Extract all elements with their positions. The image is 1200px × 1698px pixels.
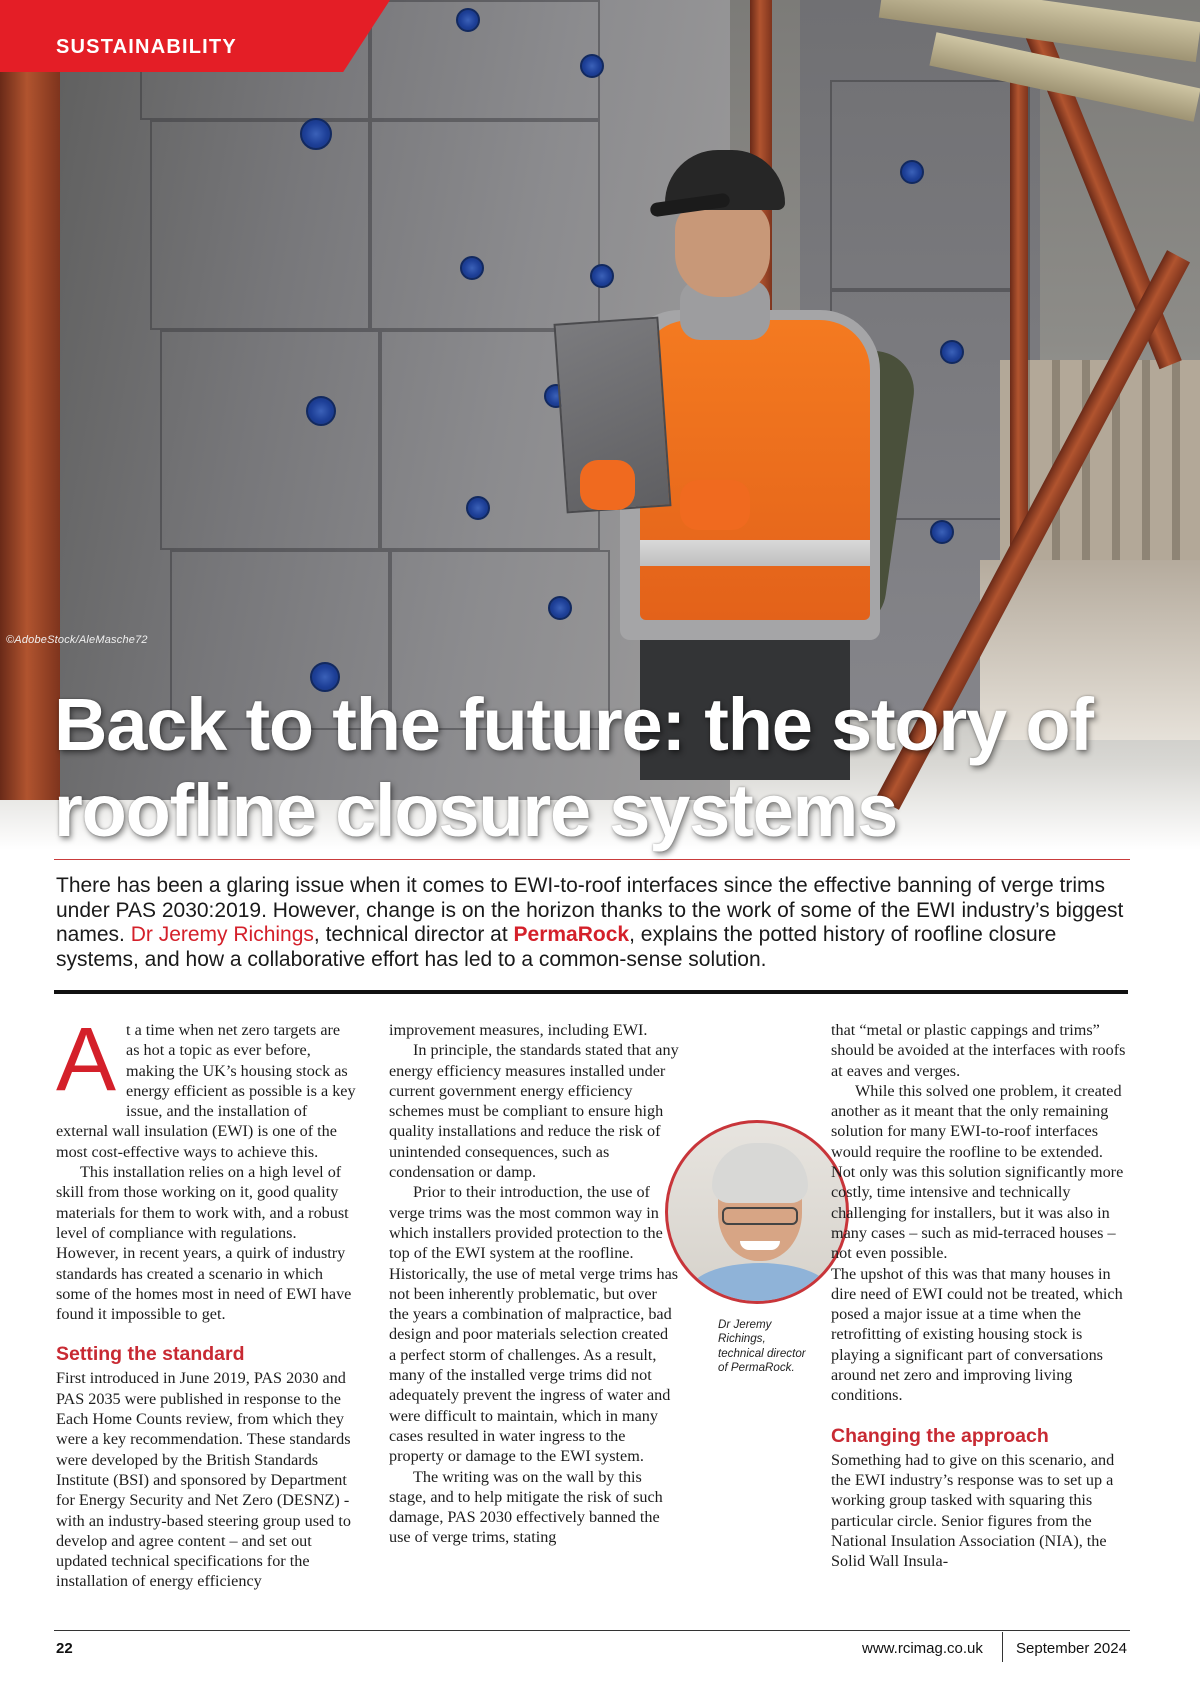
footer-rule: [54, 1630, 1130, 1631]
scaffold-pole: [0, 60, 60, 800]
body-paragraph: that “metal or plastic cappings and trims” should be avoided at the interfaces with roofs at eaves and verges.: [831, 1021, 1126, 1080]
insulation-plug: [466, 496, 490, 520]
insulation-slab: [150, 120, 370, 330]
worker-glove: [580, 460, 635, 510]
insulation-plug: [456, 8, 480, 32]
hi-vis-stripe: [640, 540, 870, 566]
insulation-plug: [580, 54, 604, 78]
subhead-changing-the-approach: Changing the approach: [831, 1424, 1049, 1447]
body-paragraph: Prior to their introduction, the use of verge trims was the most common way in which installers provided protection to the top of the EWI system at the roofline. Historically, the use of metal verge trims has not been inherently problematic, but over the years a combination of malpractice, bad design and poor materials selection created a perfect storm of challenges. As a result, many of the installed verge trims did not adequately prevent the ingress of water and were difficult to maintain, which in many cases resulted in water ingress to the property or damage to the EWI system.: [389, 1183, 679, 1466]
article-headline: Back to the future: the story of roofline closure systems: [54, 683, 1093, 852]
divider-red: [54, 859, 1130, 860]
insulation-plug: [940, 340, 964, 364]
body-paragraph: [56, 1010, 356, 1162]
standfirst-text-3: , explains the potted history of roofline closure systems, and how a collaborative effort has led to a common-sense solution.: [56, 923, 1057, 971]
worker-glove: [680, 480, 750, 530]
body-column-3: [831, 1020, 1131, 1571]
subhead-setting-the-standard: Setting the standard: [56, 1343, 245, 1366]
page-number: 22: [56, 1640, 73, 1657]
drop-cap: A: [56, 1010, 117, 1110]
worker-face: [675, 202, 770, 297]
section-label: SUSTAINABILITY: [56, 36, 237, 58]
standfirst-company: PermaRock: [513, 923, 630, 946]
paragraph-text: t a time when net zero targets are as hot a topic as ever before, making the UK’s housing stock as energy efficient as possible is a key issue, and the installation of external wall insulation (EWI) is one of the most cost-effective ways to achieve this.: [56, 1021, 356, 1161]
insulation-plug: [930, 520, 954, 544]
body-column-2: [389, 1020, 679, 1548]
body-paragraph: The upshot of this was that many houses in dire need of EWI could not be treated, which posed a major issue at a time when the retrofitting of existing housing stock is playing a significant part of conversations around net zero and improving living conditions.: [831, 1264, 1123, 1405]
standfirst-author: Dr Jeremy Richings: [130, 923, 314, 946]
portrait-smile: [740, 1241, 780, 1250]
insulation-slab: [370, 0, 600, 120]
divider-black: [54, 990, 1128, 994]
photo-credit: ©AdobeStock/AleMasche72: [6, 634, 148, 646]
portrait-glasses: [722, 1207, 798, 1225]
footer-website-link[interactable]: www.rcimag.co.uk: [862, 1640, 983, 1657]
body-column-1: [56, 1010, 356, 1592]
author-portrait: [665, 1120, 849, 1304]
body-paragraph: In principle, the standards stated that any energy efficiency measures installed under current government energy efficiency schemes must be compliant to ensure high quality installations and reduce the risk of unintended consequences, such as condensation or damp.: [389, 1041, 679, 1182]
body-paragraph: Something had to give on this scenario, and the EWI industry’s response was to set up a working group tasked with squaring this particular circle. Senior figures from the National Insulation Association (NIA), the Solid Wall Insula-: [831, 1450, 1115, 1571]
scaffold-pole: [1010, 80, 1028, 560]
worker-figure: [560, 150, 920, 770]
insulation-plug: [300, 118, 332, 150]
standfirst-text-1: There has been a glaring issue when it comes to EWI-to-roof interfaces since the effective banning of verge trims under PAS 2030:2019. However, change is on the horizon thanks to the work of some of the EWI industry’s biggest names.: [56, 874, 1124, 946]
body-paragraph: First introduced in June 2019, PAS 2030 and PAS 2035 were published in response to the Each Home Counts review, from which they were a key recommendation. These standards were developed by the British Standards Institute (BSI) and sponsored by Department for Energy Security and Net Zero (DESNZ) - with an industry-based steering group used to develop and agree content – and set out updated technical specifications for the installation of energy efficiency: [56, 1369, 351, 1591]
portrait-hair: [712, 1143, 808, 1203]
body-paragraph: The writing was on the wall by this stage, and to help mitigate the risk of such damage, PAS 2030 effectively banned the use of verge trims, stating: [389, 1467, 663, 1547]
body-paragraph: improvement measures, including EWI.: [389, 1021, 648, 1039]
insulation-plug: [306, 396, 336, 426]
insulation-slab: [160, 330, 380, 550]
hi-vis-vest: [640, 320, 870, 620]
insulation-plug: [460, 256, 484, 280]
standfirst: [56, 874, 1136, 972]
body-paragraph: This installation relies on a high level of skill from those working on it, good quality materials for them to work with, and a robust level of compliance with regulations. However, in recent years, a quirk of industry standards has created a scenario in which some of the homes most in need of EWI have found it impossible to get.: [56, 1163, 352, 1324]
portrait-shirt: [688, 1263, 832, 1304]
footer-separator: [1002, 1632, 1003, 1662]
issue-date: September 2024: [1016, 1640, 1127, 1657]
portrait-caption: Dr Jeremy Richings, technical director of PermaRock.: [718, 1318, 806, 1375]
body-paragraph: While this solved one problem, it created another as it meant that the only remaining solution for many EWI-to-roof interfaces would require the roofline to be extended. Not only was this solution significantly more costly, time intensive and technically challenging for installers, but it was also in many cases – such as mid-terraced houses – not even possible.: [831, 1081, 1124, 1263]
standfirst-text-2: , technical director at: [313, 923, 514, 946]
